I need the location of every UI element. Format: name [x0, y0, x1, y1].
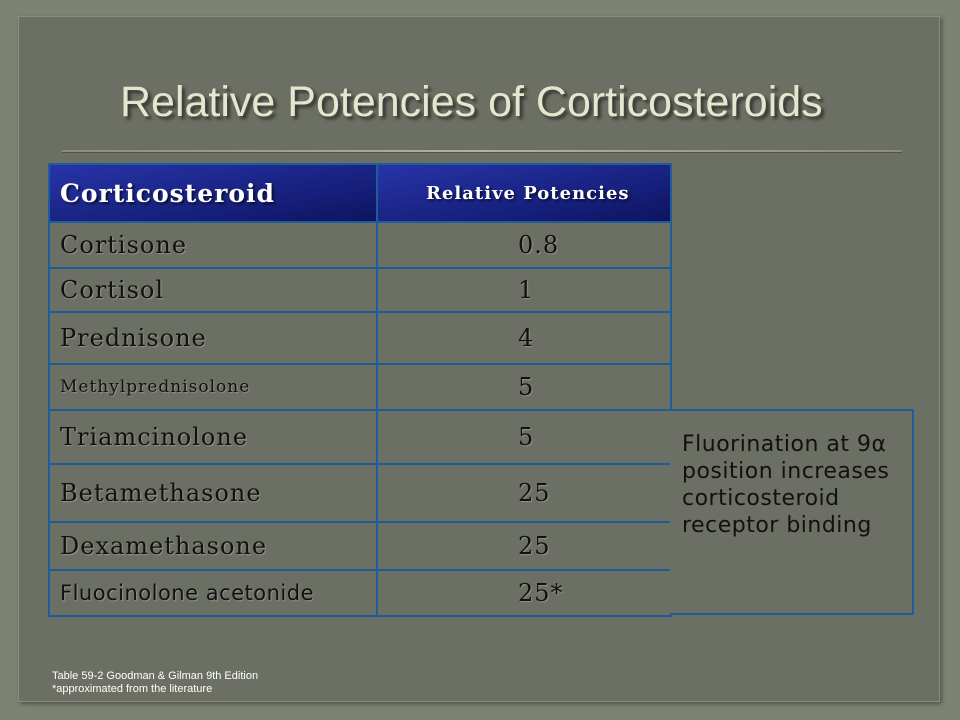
- table-row: [49, 522, 671, 570]
- drug-name-cell: Triamcinolone: [49, 410, 377, 464]
- title-divider: [62, 150, 902, 152]
- drug-name-cell: Methylprednisolone: [49, 364, 377, 410]
- fluorination-note: Fluorination at 9α position increases corticosteroid receptor binding: [670, 409, 914, 615]
- table-row: [49, 464, 671, 522]
- drug-name-cell: Fluocinolone acetonide: [49, 570, 377, 616]
- drug-name-cell: Prednisone: [49, 312, 377, 364]
- table-row: [49, 222, 671, 268]
- caption-line: *approximated from the literature: [52, 683, 213, 695]
- table-row: [49, 570, 671, 616]
- potency-cell: 1: [377, 268, 671, 312]
- source-caption: [52, 670, 258, 696]
- drug-name-cell: Cortisol: [49, 268, 377, 312]
- header-corticosteroid: Corticosteroid: [49, 164, 377, 222]
- potency-cell: 4: [377, 312, 671, 364]
- potency-cell: 25: [377, 522, 671, 570]
- potency-cell: 5: [377, 364, 671, 410]
- header-relative-potencies: Relative Potencies: [377, 164, 671, 222]
- drug-name-cell: Dexamethasone: [49, 522, 377, 570]
- table-row: [49, 312, 671, 364]
- slide-title: Relative Potencies of Corticosteroids: [120, 78, 823, 126]
- potency-cell: 25*: [377, 570, 671, 616]
- potency-cell: 25: [377, 464, 671, 522]
- table-row: [49, 268, 671, 312]
- table-row: [49, 364, 671, 410]
- caption-line: Table 59-2 Goodman & Gilman 9th Edition: [52, 670, 259, 682]
- potency-table: [48, 163, 672, 617]
- drug-name-cell: Cortisone: [49, 222, 377, 268]
- table-row: [49, 410, 671, 464]
- drug-name-cell: Betamethasone: [49, 464, 377, 522]
- potency-cell: 0.8: [377, 222, 671, 268]
- table-header-row: [49, 164, 671, 222]
- potency-cell: 5: [377, 410, 671, 464]
